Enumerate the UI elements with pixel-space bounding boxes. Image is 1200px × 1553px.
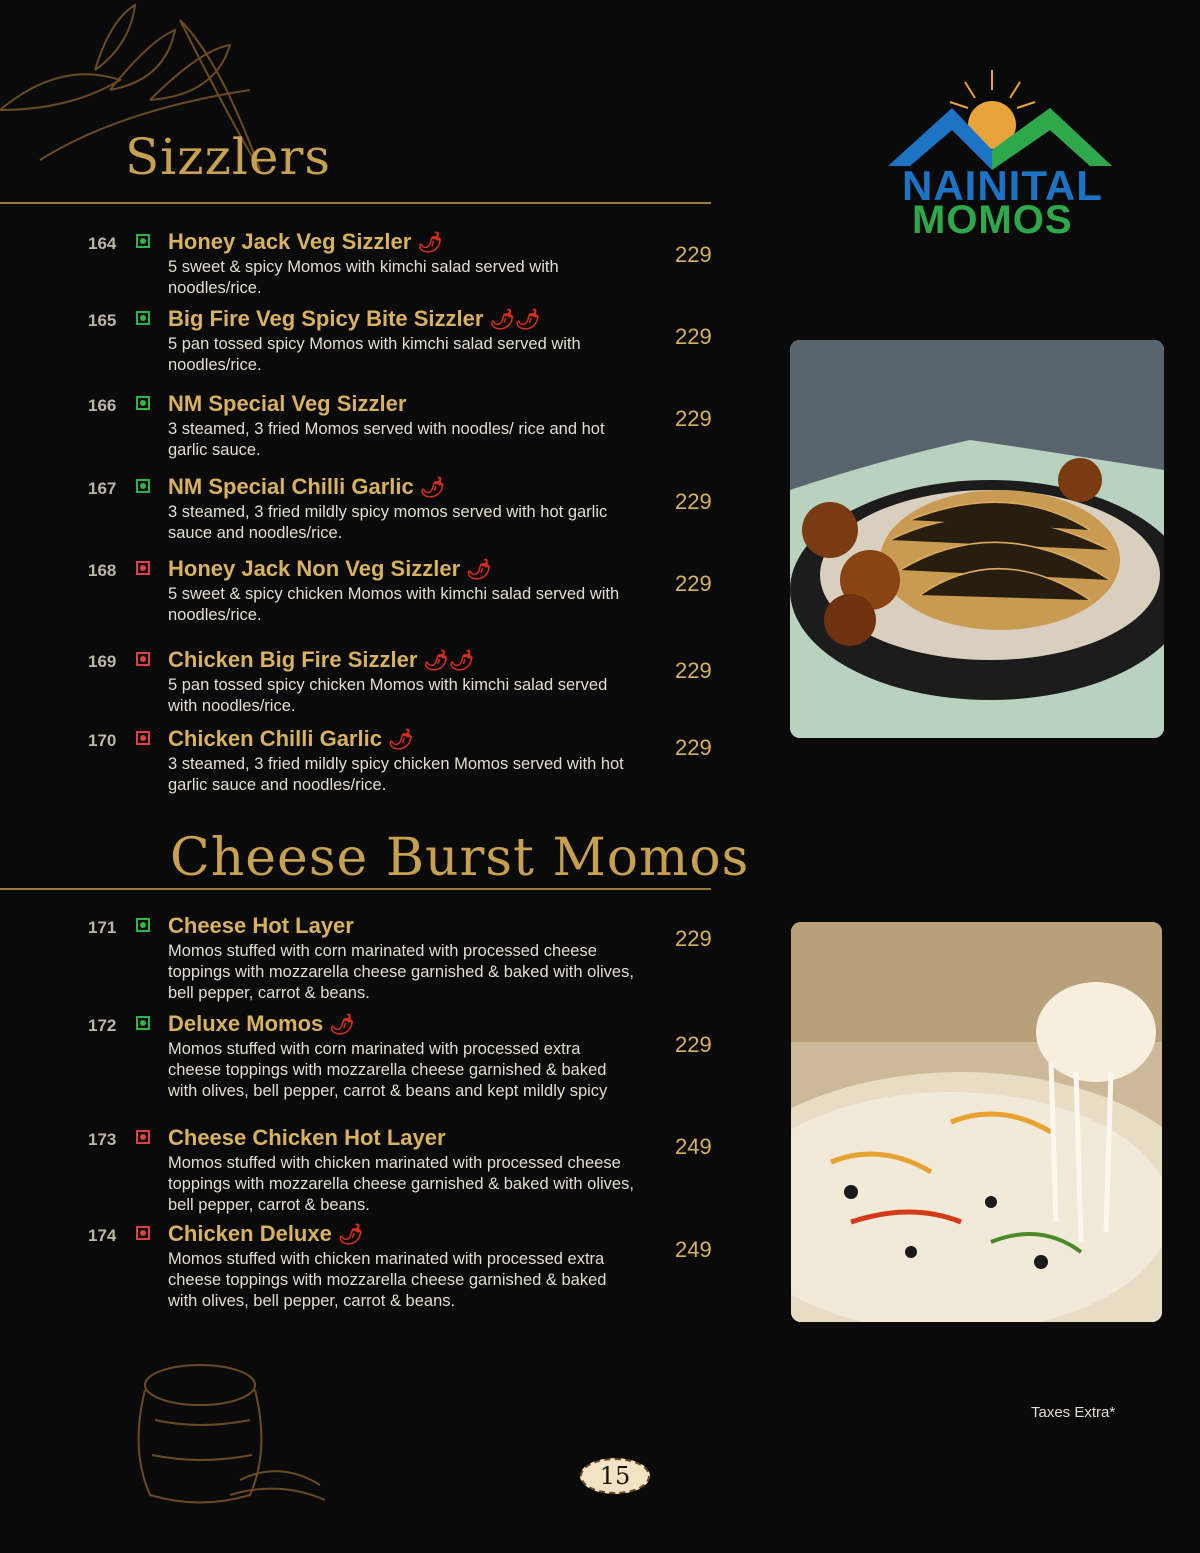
item-name: [168, 306, 540, 332]
item-name: [168, 1221, 363, 1247]
item-name: [168, 474, 445, 500]
item-description: 5 sweet & spicy Momos with kimchi salad served with noodles/rice.: [168, 258, 559, 297]
logo-line1: NAINITAL: [902, 162, 1103, 209]
item-price: 229: [675, 735, 712, 760]
item-description: 3 steamed, 3 fried mildly spicy chicken Momos served with hot garlic sauce and noodles/rice.: [168, 755, 624, 794]
chili-icon: 🌶: [417, 232, 443, 254]
nonveg-mark-icon: [136, 652, 150, 666]
item-price: 229: [675, 489, 712, 514]
item-description: 3 steamed, 3 fried Momos served with noodles/ rice and hot garlic sauce.: [168, 420, 605, 459]
item-number: 172: [88, 1016, 117, 1035]
item-number: 164: [88, 234, 117, 253]
item-name: [168, 229, 443, 255]
item-name-text: Chicken Big Fire Sizzler: [168, 647, 418, 672]
item-description: 5 pan tossed spicy Momos with kimchi salad served with noodles/rice.: [168, 335, 581, 374]
chili-icon: 🌶🌶: [423, 650, 475, 672]
item-description: 3 steamed, 3 fried mildly spicy momos served with hot garlic sauce and noodles/rice.: [168, 503, 608, 542]
page-number: 15: [580, 1458, 650, 1494]
chili-icon: 🌶: [387, 729, 414, 751]
section-divider: [0, 888, 711, 890]
item-name: [168, 1125, 446, 1151]
item-number: 169: [88, 652, 117, 671]
nonveg-mark-icon: [136, 731, 150, 745]
item-name-text: Honey Jack Veg Sizzler: [168, 229, 412, 254]
item-name-text: NM Special Chilli Garlic: [168, 474, 414, 499]
item-number: 170: [88, 731, 117, 750]
item-description: Momos stuffed with chicken marinated with processed extra cheese toppings with mozzarella cheese garnished & baked with olives, bell pepper, carrot & beans.: [168, 1250, 607, 1310]
item-name: [168, 647, 474, 673]
veg-mark-icon: [136, 311, 150, 325]
grain-sack-icon: [120, 1360, 330, 1510]
item-price: 229: [675, 926, 712, 951]
item-name-text: NM Special Veg Sizzler: [168, 391, 407, 416]
veg-mark-icon: [136, 234, 150, 248]
chili-icon: 🌶: [337, 1224, 364, 1246]
cheese-momos-photo: [791, 922, 1162, 1322]
taxes-note: Taxes Extra*: [1031, 1404, 1116, 1421]
item-number: 165: [88, 311, 117, 330]
item-number: 167: [88, 479, 117, 498]
sizzler-photo: [790, 340, 1164, 738]
logo-line2: MOMOS: [912, 198, 1073, 242]
item-price: 229: [675, 242, 712, 267]
item-price: 229: [675, 571, 712, 596]
veg-mark-icon: [136, 1016, 150, 1030]
item-name: [168, 726, 413, 752]
section-divider: [0, 202, 711, 204]
item-price: 229: [675, 406, 712, 431]
nonveg-mark-icon: [136, 561, 150, 575]
nonveg-mark-icon: [136, 1130, 150, 1144]
item-name: [168, 556, 492, 582]
item-number: 174: [88, 1226, 117, 1245]
item-number: 166: [88, 396, 117, 415]
item-name-text: Big Fire Veg Spicy Bite Sizzler: [168, 306, 484, 331]
item-name-text: Deluxe Momos: [168, 1011, 324, 1036]
item-number: 171: [88, 918, 117, 937]
section-title-sizzlers: Sizzlers: [125, 128, 332, 186]
item-description: Momos stuffed with corn marinated with processed extra cheese toppings with mozzarella cheese garnished & baked with olives, bell pepper, carrot & beans and kept mildly spicy: [168, 1040, 608, 1100]
item-price: 249: [675, 1134, 712, 1159]
item-price: 229: [675, 1032, 712, 1057]
chili-icon: 🌶: [419, 477, 446, 499]
chili-icon: 🌶: [466, 559, 492, 581]
section-title-cheese-burst: Cheese Burst Momos: [170, 828, 750, 888]
veg-mark-icon: [136, 479, 150, 493]
veg-mark-icon: [136, 396, 150, 410]
item-description: 5 sweet & spicy chicken Momos with kimchi salad served with noodles/rice.: [168, 585, 620, 624]
item-name-text: Honey Jack Non Veg Sizzler: [168, 556, 461, 581]
chili-icon: 🌶🌶: [489, 309, 541, 331]
item-price: 229: [675, 324, 712, 349]
item-name-text: Cheese Hot Layer: [168, 913, 354, 938]
item-name: [168, 913, 354, 939]
item-description: Momos stuffed with chicken marinated with processed cheese toppings with mozzarella cheese garnished & baked with olives, bell pepper, carrot & beans.: [168, 1154, 634, 1214]
item-name-text: Chicken Deluxe: [168, 1221, 332, 1246]
item-number: 168: [88, 561, 117, 580]
item-description: Momos stuffed with corn marinated with processed cheese toppings with mozzarella cheese garnished & baked with olives, bell pepper, carrot & beans.: [168, 942, 634, 1002]
chili-icon: 🌶: [329, 1014, 355, 1036]
item-price: 249: [675, 1237, 712, 1262]
item-name: [168, 1011, 355, 1037]
item-description: 5 pan tossed spicy chicken Momos with kimchi salad served with noodles/rice.: [168, 676, 608, 715]
item-number: 173: [88, 1130, 117, 1149]
item-name-text: Chicken Chilli Garlic: [168, 726, 382, 751]
item-price: 229: [675, 658, 712, 683]
veg-mark-icon: [136, 918, 150, 932]
item-name-text: Cheese Chicken Hot Layer: [168, 1125, 446, 1150]
brand-logo: [880, 70, 1120, 240]
nonveg-mark-icon: [136, 1226, 150, 1240]
item-name: [168, 391, 406, 417]
